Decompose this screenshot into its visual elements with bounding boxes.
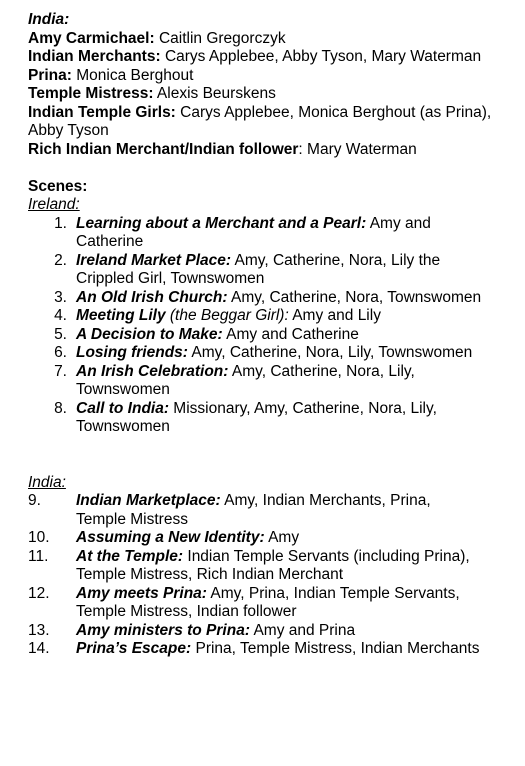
scene-title: Prina’s Escape: xyxy=(76,640,192,657)
scene-number: 12. xyxy=(28,584,50,602)
scene-item xyxy=(28,529,497,548)
cast-actors: Alexis Beurskens xyxy=(153,85,276,102)
scene-cast: Amy and Catherine xyxy=(222,325,359,343)
scene-cast: Amy, Indian Merchants, Prina, Temple Mistress xyxy=(76,492,431,528)
scene-item xyxy=(28,307,497,326)
scene-number: 10. xyxy=(28,529,50,546)
scene-title: Losing friends: xyxy=(76,344,188,361)
scene-item xyxy=(28,215,497,252)
scene-item xyxy=(28,363,497,400)
cast-entry xyxy=(28,141,497,160)
scene-title: Assuming a New Identity: xyxy=(76,529,265,546)
cast-entry xyxy=(28,67,497,86)
india-scene-list xyxy=(28,492,497,659)
scene-number: 13. xyxy=(28,621,50,639)
scene-item xyxy=(28,622,497,641)
scene-number: 5. xyxy=(54,325,67,343)
scene-number: 7. xyxy=(54,362,67,380)
scene-title: Learning about a Merchant and a Pearl: xyxy=(76,214,367,232)
scene-item xyxy=(28,585,497,622)
scene-cast: Missionary, Amy, Catherine, Nora, Lily, Townswomen xyxy=(76,399,437,435)
scene-item xyxy=(28,400,497,437)
scene-cast: Prina, Temple Mistress, Indian Merchants xyxy=(191,640,480,657)
scene-title: An Irish Celebration: xyxy=(76,362,229,380)
scene-item xyxy=(28,548,497,585)
india-cast-heading: India: xyxy=(28,11,70,28)
cast-entry xyxy=(28,85,497,104)
cast-entry xyxy=(28,30,497,49)
scene-cast: Amy and Prina xyxy=(250,621,356,639)
scene-number: 4. xyxy=(54,307,67,324)
cast-actors: Monica Berghout xyxy=(71,66,194,84)
scene-cast: Indian Temple Servants (including Prina), Temple Mistress, Rich Indian Merchant xyxy=(76,547,470,583)
scene-title: Call to India: xyxy=(76,399,169,417)
scene-title: An Old Irish Church: xyxy=(76,288,228,306)
cast-entry xyxy=(28,48,497,67)
cast-actors: Carys Applebee, Monica Berghout (as Prina), Abby Tyson xyxy=(28,103,492,139)
scene-number: 8. xyxy=(54,399,67,417)
scene-cast: Amy, Catherine, Nora, Lily the Crippled Girl, Townswomen xyxy=(76,251,441,287)
scene-item xyxy=(28,492,497,529)
scene-number: 1. xyxy=(54,214,67,232)
scene-item xyxy=(28,326,497,345)
cast-role: Temple Mistress: xyxy=(28,85,154,102)
cast-role: Rich Indian Merchant/Indian follower xyxy=(28,140,299,158)
spacer xyxy=(28,159,497,178)
india-section-label: India: xyxy=(28,473,66,491)
scenes-heading: Scenes: xyxy=(28,177,88,195)
scene-cast: Amy xyxy=(264,529,300,546)
ireland-scene-list xyxy=(28,215,497,437)
cast-actors: : Mary Waterman xyxy=(298,140,417,158)
scene-title: Meeting Lily xyxy=(76,307,166,324)
scene-cast: Amy, Catherine, Nora, Townswomen xyxy=(227,288,482,306)
scene-title: Indian Marketplace: xyxy=(76,492,221,509)
scene-item xyxy=(28,252,497,289)
scene-cast: Amy and Lily xyxy=(288,307,381,324)
scene-number: 2. xyxy=(54,251,67,269)
scene-number: 14. xyxy=(28,640,50,657)
ireland-section-label: Ireland: xyxy=(28,196,80,213)
cast-role: Indian Merchants: xyxy=(28,48,161,65)
cast-actors: Caitlin Gregorczyk xyxy=(154,29,286,47)
scene-number: 11. xyxy=(28,547,49,565)
scene-cast: Amy, Catherine, Nora, Lily, Townswomen xyxy=(187,344,473,361)
cast-role: Indian Temple Girls: xyxy=(28,103,176,121)
cast-entry xyxy=(28,104,497,141)
scene-title: A Decision to Make: xyxy=(76,325,223,343)
scene-number: 6. xyxy=(54,344,67,361)
cast-role: Amy Carmichael: xyxy=(28,29,155,47)
scene-number: 9. xyxy=(28,492,41,509)
scene-cast: Amy, Prina, Indian Temple Servants, Temple Mistress, Indian follower xyxy=(76,584,460,620)
scene-number: 3. xyxy=(54,288,67,306)
scene-cast: Amy, Catherine, Nora, Lily, Townswomen xyxy=(76,362,415,398)
cast-actors: Carys Applebee, Abby Tyson, Mary Waterman xyxy=(160,48,482,65)
scene-title: Amy ministers to Prina: xyxy=(76,621,250,639)
scene-item xyxy=(28,344,497,363)
scene-item xyxy=(28,289,497,308)
cast-list xyxy=(28,30,497,160)
spacer xyxy=(28,437,497,474)
scene-subtitle: (the Beggar Girl): xyxy=(165,307,289,324)
scene-title: Ireland Market Place: xyxy=(76,251,232,269)
scene-title: Amy meets Prina: xyxy=(76,584,207,602)
scene-title: At the Temple: xyxy=(76,547,184,565)
scene-item xyxy=(28,640,497,659)
scene-cast: Amy and Catherine xyxy=(76,214,431,250)
cast-role: Prina: xyxy=(28,66,72,84)
